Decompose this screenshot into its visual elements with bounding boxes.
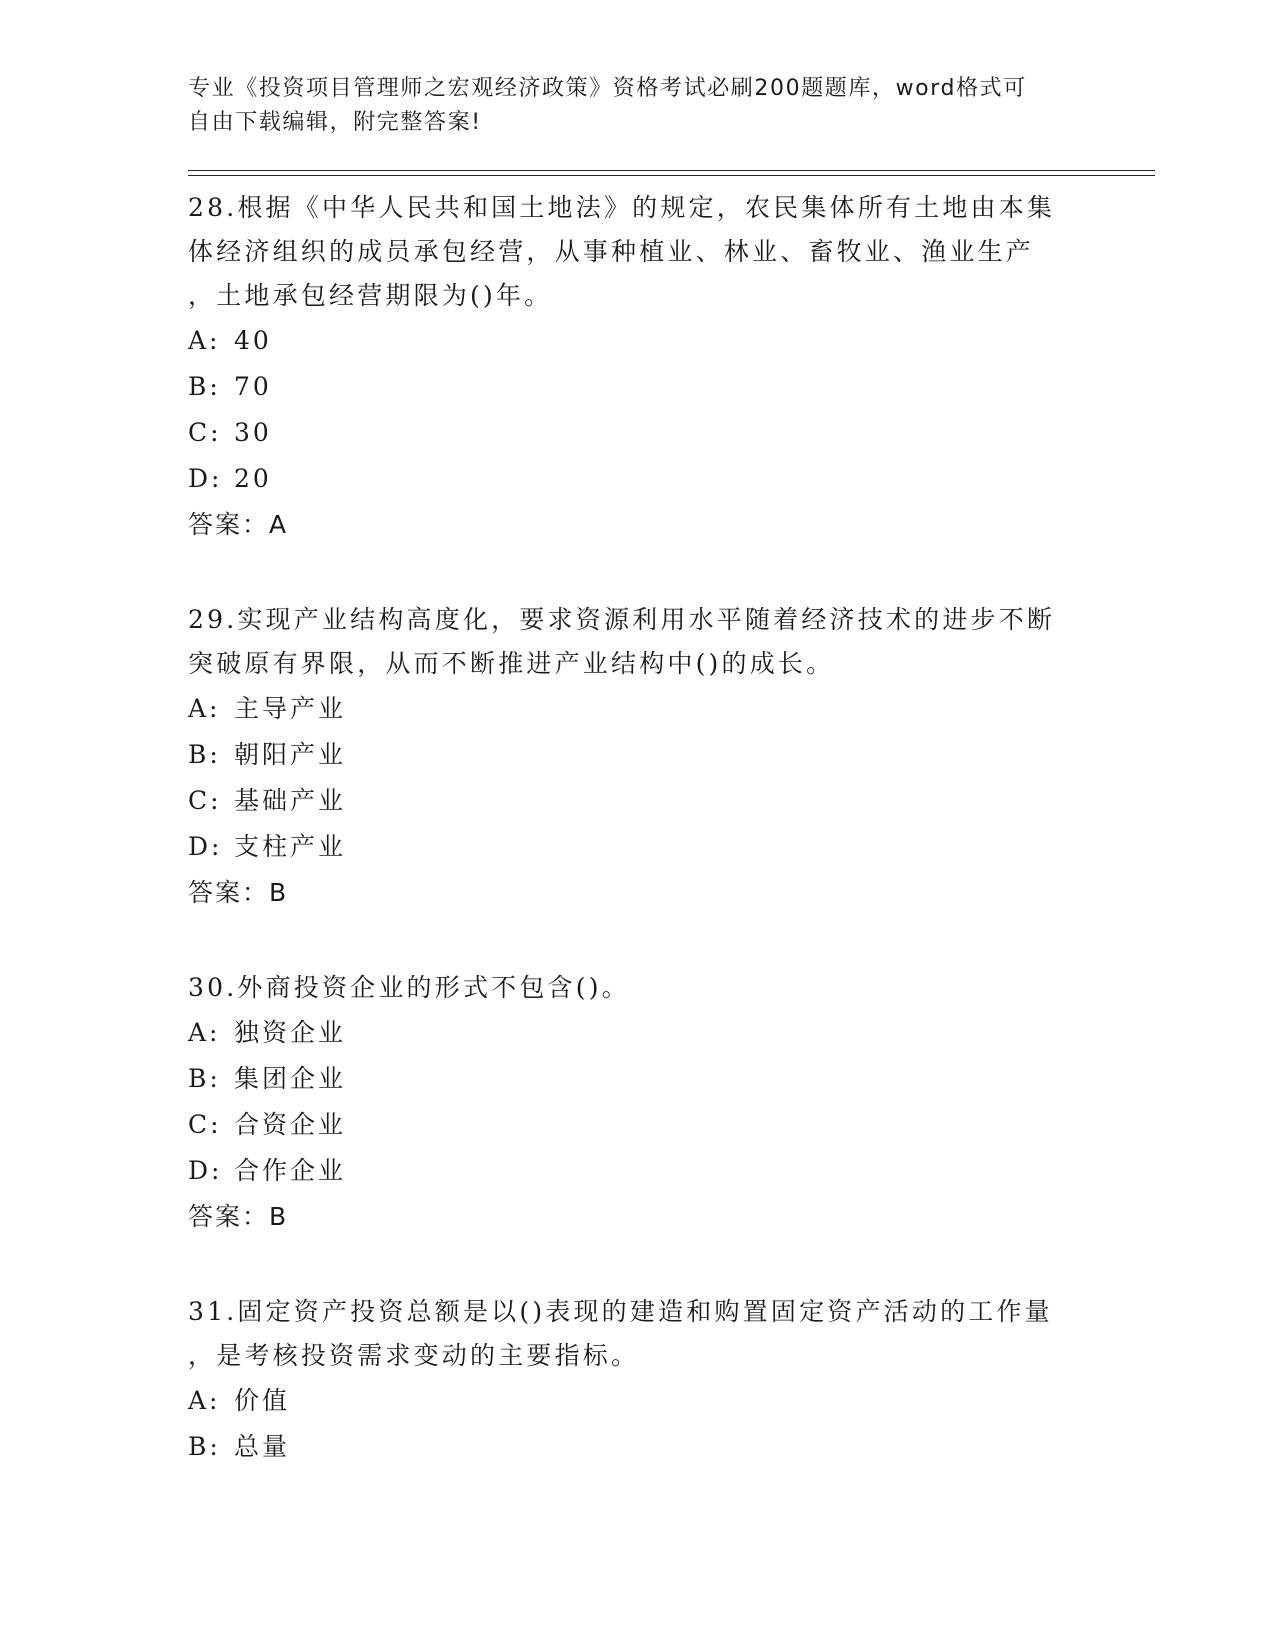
question-spacer bbox=[188, 1240, 1148, 1290]
answer-key bbox=[188, 870, 1148, 916]
answer-value: B bbox=[269, 878, 289, 907]
document-page bbox=[188, 72, 1148, 1470]
answer-option bbox=[188, 1148, 1148, 1194]
option-text: 基础产业 bbox=[234, 786, 347, 815]
option-text: 价值 bbox=[234, 1386, 291, 1415]
answer-option bbox=[188, 1010, 1148, 1056]
rule-line-bottom bbox=[188, 175, 1155, 176]
answer-value: A bbox=[269, 510, 289, 539]
option-letter: A: bbox=[188, 1386, 221, 1415]
option-text: 40 bbox=[234, 326, 272, 355]
question-stem-line: 体经济组织的成员承包经营，从事种植业、林业、畜牧业、渔业生产 bbox=[188, 237, 1035, 266]
option-text: 合资企业 bbox=[234, 1110, 347, 1139]
question-stem-line: 29.实现产业结构高度化，要求资源利用水平随着经济技术的进步不断 bbox=[188, 605, 1056, 634]
option-letter: B: bbox=[188, 740, 221, 769]
option-letter: C: bbox=[188, 418, 222, 447]
answer-option bbox=[188, 824, 1148, 870]
option-text: 朝阳产业 bbox=[234, 740, 347, 769]
answer-option bbox=[188, 1102, 1148, 1148]
answer-option bbox=[188, 1056, 1148, 1102]
answer-option bbox=[188, 778, 1148, 824]
header-line-2: 自由下载编辑，附完整答案! bbox=[188, 110, 482, 135]
question-spacer bbox=[188, 916, 1148, 966]
answer-option bbox=[188, 1378, 1148, 1424]
answer-option bbox=[188, 456, 1148, 502]
rule-line-top bbox=[188, 170, 1155, 171]
question-block bbox=[188, 186, 1148, 548]
answer-key bbox=[188, 502, 1148, 548]
answer-option bbox=[188, 364, 1148, 410]
answer-label: 答案： bbox=[188, 1202, 270, 1231]
question-spacer bbox=[188, 548, 1148, 598]
option-text: 总量 bbox=[234, 1432, 291, 1461]
answer-label: 答案： bbox=[188, 510, 270, 539]
option-text: 支柱产业 bbox=[234, 832, 347, 861]
question-stem-line: 30.外商投资企业的形式不包含()。 bbox=[188, 973, 630, 1002]
option-text: 集团企业 bbox=[234, 1064, 347, 1093]
option-text: 30 bbox=[234, 418, 272, 447]
option-letter: C: bbox=[188, 1110, 222, 1139]
question-stem bbox=[188, 966, 1078, 1010]
header-double-rule bbox=[188, 170, 1155, 176]
answer-value: B bbox=[269, 1202, 289, 1231]
answer-option bbox=[188, 686, 1148, 732]
option-letter: C: bbox=[188, 786, 222, 815]
option-text: 70 bbox=[234, 372, 272, 401]
option-letter: A: bbox=[188, 1018, 221, 1047]
question-stem bbox=[188, 186, 1078, 318]
option-letter: B: bbox=[188, 372, 221, 401]
question-stem-line: 突破原有界限，从而不断推进产业结构中()的成长。 bbox=[188, 649, 835, 678]
document-header bbox=[188, 72, 1068, 140]
answer-option bbox=[188, 732, 1148, 778]
question-stem-line: 28.根据《中华人民共和国土地法》的规定，农民集体所有土地由本集 bbox=[188, 193, 1056, 222]
option-letter: B: bbox=[188, 1064, 221, 1093]
question-stem-line: ，土地承包经营期限为()年。 bbox=[188, 281, 553, 310]
question-block bbox=[188, 598, 1148, 916]
option-letter: B: bbox=[188, 1432, 221, 1461]
answer-key bbox=[188, 1194, 1148, 1240]
option-text: 合作企业 bbox=[234, 1156, 347, 1185]
question-block bbox=[188, 966, 1148, 1240]
question-stem bbox=[188, 598, 1078, 686]
question-stem-line: ，是考核投资需求变动的主要指标。 bbox=[188, 1341, 640, 1370]
option-text: 主导产业 bbox=[234, 694, 347, 723]
option-text: 独资企业 bbox=[234, 1018, 347, 1047]
question-list bbox=[188, 186, 1148, 1470]
answer-label: 答案： bbox=[188, 878, 270, 907]
header-line-1: 专业《投资项目管理师之宏观经济政策》资格考试必刷200题题库，word格式可 bbox=[188, 76, 1027, 101]
answer-option bbox=[188, 318, 1148, 364]
option-letter: A: bbox=[188, 694, 221, 723]
option-text: 20 bbox=[234, 464, 272, 493]
option-letter: D: bbox=[188, 832, 223, 861]
option-letter: D: bbox=[188, 1156, 223, 1185]
option-letter: D: bbox=[188, 464, 223, 493]
question-stem bbox=[188, 1290, 1078, 1378]
question-stem-line: 31.固定资产投资总额是以()表现的建造和购置固定资产活动的工作量 bbox=[188, 1297, 1053, 1326]
question-block bbox=[188, 1290, 1148, 1470]
option-letter: A: bbox=[188, 326, 221, 355]
answer-option bbox=[188, 410, 1148, 456]
answer-option bbox=[188, 1424, 1148, 1470]
